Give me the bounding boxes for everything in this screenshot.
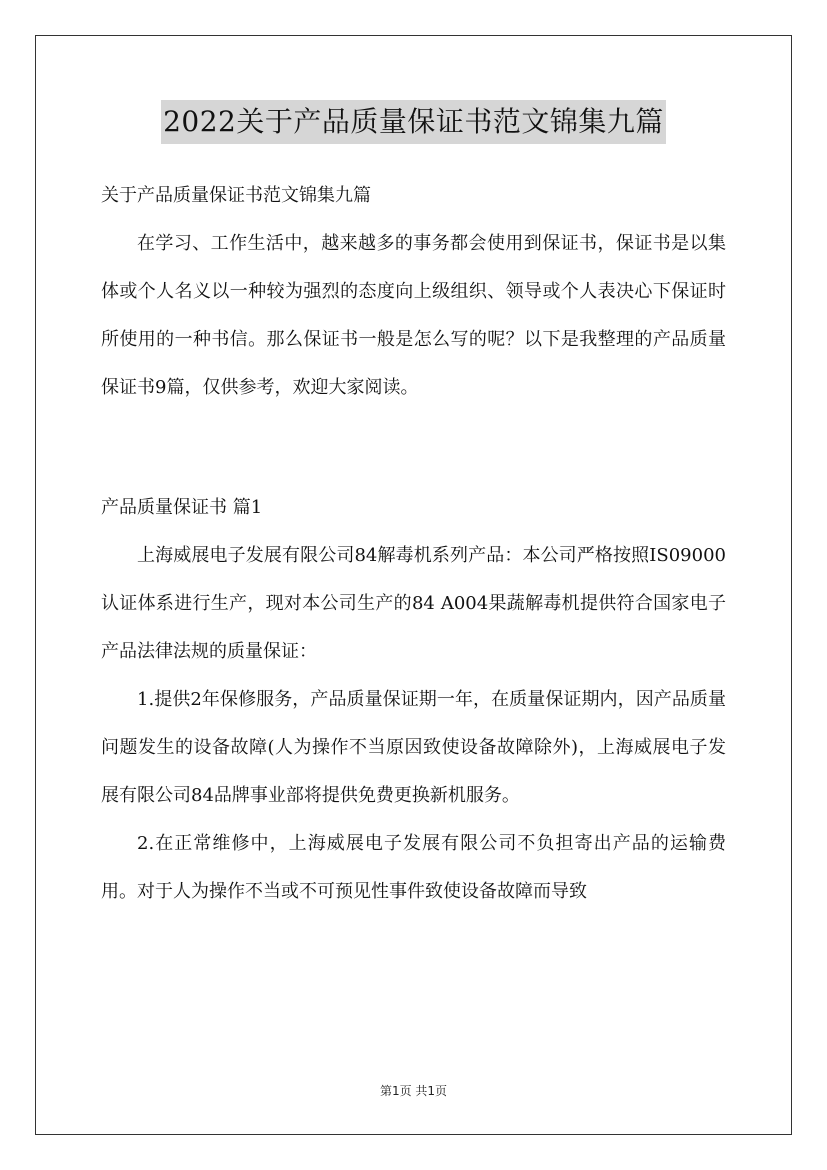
- body-paragraph-3: 2.在正常维修中，上海威展电子发展有限公司不负担寄出产品的运输费用。对于人为操作不当或不可预见性事件致使设备故障而导致: [101, 833, 726, 902]
- section-spacer: [101, 412, 726, 484]
- body-paragraph-2: 1.提供2年保修服务，产品质量保证期一年，在质量保证期内，因产品质量问题发生的设备故障(人为操作不当原因致使设备故障除外)，上海威展电子发展有限公司84品牌事业部将提供免费更换新机服务。: [101, 689, 726, 806]
- page-footer: 第1页 共1页: [379, 1084, 448, 1098]
- intro-paragraph: 在学习、工作生活中，越来越多的事务都会使用到保证书，保证书是以集体或个人名义以一种较为强烈的态度向上级组织、领导或个人表决心下保证时所使用的一种书信。那么保证书一般是怎么写的呢？以下是我整理的产品质量保证书9篇，仅供参考，欢迎大家阅读。: [101, 233, 726, 398]
- section-heading: 产品质量保证书 篇1: [101, 497, 263, 518]
- title-container: [0, 100, 827, 144]
- document-body: [101, 172, 726, 916]
- body-paragraph-1: 上海威展电子发展有限公司84解毒机系列产品：本公司严格按照IS09000认证体系进行生产，现对本公司生产的84 A004果蔬解毒机提供符合国家电子产品法律法规的质量保证：: [101, 545, 726, 662]
- document-subtitle: 关于产品质量保证书范文锦集九篇: [101, 185, 371, 206]
- document-title: 2022关于产品质量保证书范文锦集九篇: [161, 100, 666, 144]
